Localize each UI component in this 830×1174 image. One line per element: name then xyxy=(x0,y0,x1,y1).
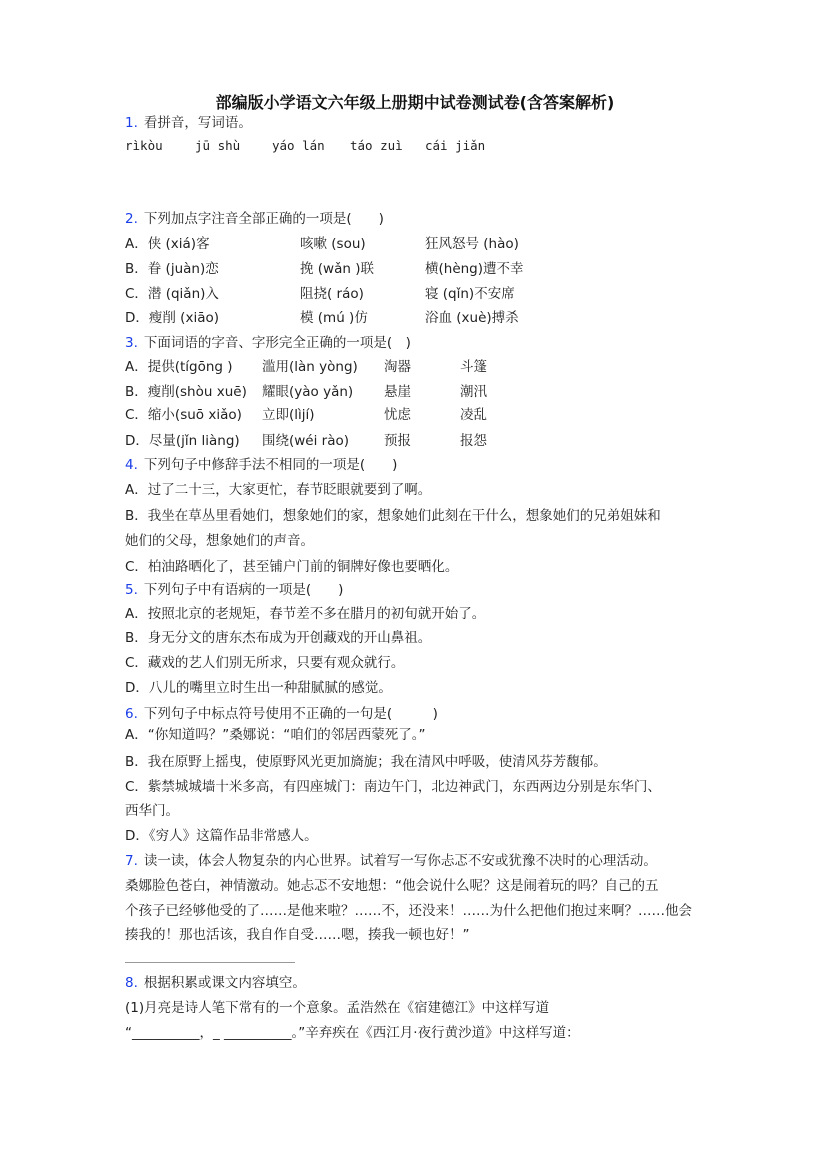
option-c-item: C．潜 (qiǎn)入 xyxy=(125,286,219,302)
question-6 xyxy=(125,705,438,723)
option-d-item: 围绕(wéi rào) xyxy=(262,433,350,449)
answer-line xyxy=(125,962,295,963)
option-b: B．我坐在草丛里看她们，想象她们的家，想象她们此刻在干什么，想象她们的兄弟姐妹和 xyxy=(125,508,661,524)
option-d-item: 预报 xyxy=(384,433,411,449)
pinyin-item: cái jiǎn xyxy=(425,138,486,153)
option-c-item: 立即(lìjí) xyxy=(262,407,315,423)
option-a-item: 斗篷 xyxy=(460,359,487,375)
option-d-item: 模 (mú )仿 xyxy=(300,310,368,326)
pinyin-item: rìkòu xyxy=(125,138,163,153)
pinyin-item: jū shù xyxy=(195,138,241,153)
option-a: A．按照北京的老规矩，春节差不多在腊月的初旬就开始了。 xyxy=(125,606,486,622)
fill-line: “__________，_ __________。”辛弃疾在《西江月·夜行黄沙道》中这样写道： xyxy=(125,1025,580,1041)
option-a-item: 狂风怒号 (hào) xyxy=(425,236,519,252)
option-d-item: D．瘦削 (xiāo) xyxy=(125,310,219,326)
question-number: 3. xyxy=(125,335,138,351)
question-text: 下列加点字注音全部正确的一项是( ) xyxy=(143,211,384,227)
option-a-item: 咳嗽 (sou) xyxy=(300,236,366,252)
option-a: A．过了二十三，大家更忙，春节眨眼就要到了啊。 xyxy=(125,482,432,498)
option-c-item: 忧虑 xyxy=(384,407,411,423)
option-c-item: 寝 (qǐn)不安席 xyxy=(425,286,515,302)
option-b: B．身无分文的唐东杰布成为开创藏戏的开山鼻祖。 xyxy=(125,630,432,646)
question-1 xyxy=(125,114,252,132)
question-number: 8. xyxy=(125,975,138,991)
option-c-item: 凌乱 xyxy=(460,407,487,423)
option-b: B．我在原野上摇曳，使原野风光更加旖旎；我在清风中呼吸，使清风芬芳馥郁。 xyxy=(125,754,607,770)
document-title: 部编版小学语文六年级上册期中试卷测试卷(含答案解析) xyxy=(215,93,615,112)
option-a-item: A．提供(tígōng ) xyxy=(125,359,233,375)
pinyin-item: táo zuì xyxy=(350,138,403,153)
option-c: C．藏戏的艺人们别无所求，只要有观众就行。 xyxy=(125,655,405,671)
fill-line: (1)月亮是诗人笔下常有的一个意象。孟浩然在《宿建德江》中这样写道 xyxy=(125,1000,550,1016)
question-text: 看拼音，写词语。 xyxy=(143,115,252,131)
option-b-item: 潮汛 xyxy=(460,384,487,400)
option-b-item: 横(hèng)遭不幸 xyxy=(425,261,524,277)
option-c-item: C．缩小(suō xiǎo) xyxy=(125,407,242,423)
option-d: D．八儿的嘴里立时生出一种甜腻腻的感觉。 xyxy=(125,680,392,696)
option-a: A．“你知道吗？”桑娜说：“咱们的邻居西蒙死了。” xyxy=(125,727,426,743)
option-d: D．《穷人》这篇作品非常感人。 xyxy=(125,828,318,844)
option-b-item: B．眷 (juàn)恋 xyxy=(125,261,219,277)
option-d-item: 浴血 (xuè)搏杀 xyxy=(425,310,519,326)
option-b-item: B．瘦削(shòu xuē) xyxy=(125,384,247,400)
option-c: C．柏油路晒化了，甚至铺户门前的铜牌好像也要晒化。 xyxy=(125,559,459,575)
question-4 xyxy=(125,456,397,474)
question-2 xyxy=(125,210,384,228)
question-number: 6. xyxy=(125,706,138,722)
option-c: C．紫禁城城墙十米多高，有四座城门：南边午门，北边神武门，东西两边分别是东华门、 xyxy=(125,779,661,795)
option-c-cont: 西华门。 xyxy=(125,803,179,819)
question-number: 2. xyxy=(125,211,138,227)
option-b-item: 耀眼(yào yǎn) xyxy=(262,384,354,400)
question-3 xyxy=(125,334,411,352)
option-b-item: 悬崖 xyxy=(384,384,411,400)
passage-line: 桑娜脸色苍白，神情激动。她忐忑不安地想：“他会说什么呢？这是闹着玩的吗？自己的五 xyxy=(125,878,659,894)
option-a-item: 淘器 xyxy=(384,359,411,375)
passage-line: 揍我的！那也活该，我自作自受……嗯，揍我一顿也好！” xyxy=(125,927,470,943)
question-8 xyxy=(125,974,306,992)
question-number: 5. xyxy=(125,582,138,598)
option-b-item: 挽 (wǎn )联 xyxy=(300,261,374,277)
option-c-item: 阻挠( ráo) xyxy=(300,286,364,302)
pinyin-item: yáo lán xyxy=(272,138,325,153)
question-7 xyxy=(125,852,657,870)
option-a-item: A．侠 (xiá)客 xyxy=(125,236,210,252)
option-b-cont: 她们的父母，想象她们的声音。 xyxy=(125,533,314,549)
option-d-item: 报怨 xyxy=(460,433,487,449)
question-text: 下列句子中修辞手法不相同的一项是( ) xyxy=(143,457,398,473)
question-text: 读一读，体会人物复杂的内心世界。试着写一写你忐忑不安或犹豫不决时的心理活动。 xyxy=(143,853,657,869)
question-text: 下列句子中有语病的一项是( ) xyxy=(143,582,344,598)
question-number: 4. xyxy=(125,457,138,473)
question-text: 根据积累或课文内容填空。 xyxy=(143,975,306,991)
question-text: 下面词语的字音、字形完全正确的一项是( ) xyxy=(143,335,411,351)
option-a-item: 滥用(làn yòng) xyxy=(262,359,358,375)
question-number: 1. xyxy=(125,115,138,131)
question-5 xyxy=(125,581,343,599)
question-text: 下列句子中标点符号使用不正确的一句是( ) xyxy=(143,706,438,722)
option-d-item: D．尽量(jǐn liàng) xyxy=(125,433,240,449)
question-number: 7. xyxy=(125,853,138,869)
passage-line: 个孩子已经够他受的了……是他来啦？……不，还没来！……为什么把他们抱过来啊？……他会 xyxy=(125,903,692,919)
